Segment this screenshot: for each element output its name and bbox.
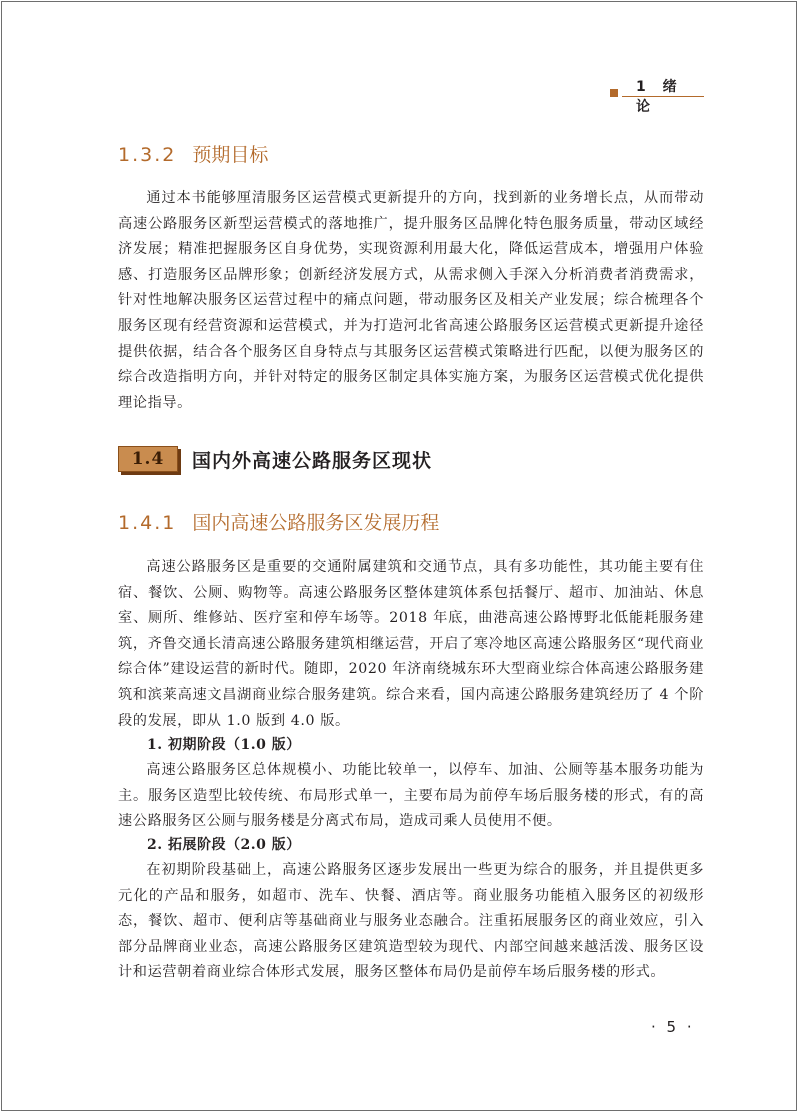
subsection-number: 1.4.1 <box>118 512 177 534</box>
subsection-title: 国内高速公路服务区发展历程 <box>192 512 440 534</box>
page-number: · 5 · <box>651 1018 695 1036</box>
subsection-number: 1.3.2 <box>118 144 177 166</box>
section-heading-1-4 <box>118 444 432 474</box>
header-rule <box>622 96 704 97</box>
subsection-heading-1-3-2 <box>118 140 268 167</box>
paragraph-goals: 通过本书能够厘清服务区运营模式更新提升的方向，找到新的业务增长点，从而带动高速公路服务区新型运营模式的落地推广，提升服务区品牌化特色服务质量，带动区域经济发展；精准把握服务区自身优势，实现资源利用最大化，降低运营成本，增强用户体验感、打造服务区品牌形象；创新经济发展方式，从需求侧入手深入分析消费者消费需求，针对性地解决服务区运营过程中的痛点问题，带动服务区及相关产业发展；综合梳理各个服务区现有经营资源和运营模式，并为打造河北省高速公路服务区运营模式更新提升途径提供依据，结合各个服务区自身特点与其服务区运营模式策略进行匹配，以便为服务区的综合改造指明方向，并针对特定的服务区制定具体实施方案，为服务区运营模式优化提供理论指导。 <box>118 190 704 411</box>
header-marker <box>610 89 618 97</box>
section-title: 国内外高速公路服务区现状 <box>192 449 433 472</box>
phase-2-text: 在初期阶段基础上，高速公路服务区逐步发展出一些更为综合的服务，并且提供更多元化的产品和服务，如超市、洗车、快餐、酒店等。商业服务功能植入服务区的初级形态，餐饮、超市、便利店等基础商业与服务业态融合。注重拓展服务区的商业效应，引入部分品牌商业业态，高速公路服务区建筑造型较为现代、内部空间越来越活泼、服务区设计和运营朝着商业综合体形式发展，服务区整体布局仍是前停车场后服务楼的形式。 <box>118 862 704 981</box>
chapter-title: 1 绪 论 <box>636 79 683 115</box>
paragraph-history: 高速公路服务区是重要的交通附属建筑和交通节点，具有多功能性，其功能主要有住宿、餐饮、公厕、购物等。高速公路服务区整体建筑体系包括餐厅、超市、加油站、休息室、厕所、维修站、医疗室和停车场等。2018 年底，曲港高速公路博野北低能耗服务建筑，齐鲁交通长清高速公路服务建筑相继运营，开启了寒冷地区高速公路服务区“现代商业综合体”建设运营的新时代。随即，2020 年济南绕城东环大型商业综合体高速公路服务建筑和滨莱高速文昌湖商业综合服务建筑。综合来看，国内高速公路服务建筑经历了 4 个阶段的发展，即从 1.0 版到 4.0 版。 <box>118 559 704 729</box>
subsection-title: 预期目标 <box>192 144 269 166</box>
running-header <box>610 76 704 115</box>
subsection-heading-1-4-1 <box>118 508 439 535</box>
phase-1-text: 高速公路服务区总体规模小、功能比较单一，以停车、加油、公厕等基本服务功能为主。服务区造型比较传统、布局形式单一，主要布局为前停车场后服务楼的形式，有的高速公路服务区公厕与服务楼是分离式布局，造成司乘人员使用不便。 <box>118 762 704 830</box>
phase-1-title: 1. 初期阶段（1.0 版） <box>147 737 301 753</box>
section-number-box: 1.4 <box>118 446 178 472</box>
phase-2-title: 2. 拓展阶段（2.0 版） <box>147 837 301 853</box>
